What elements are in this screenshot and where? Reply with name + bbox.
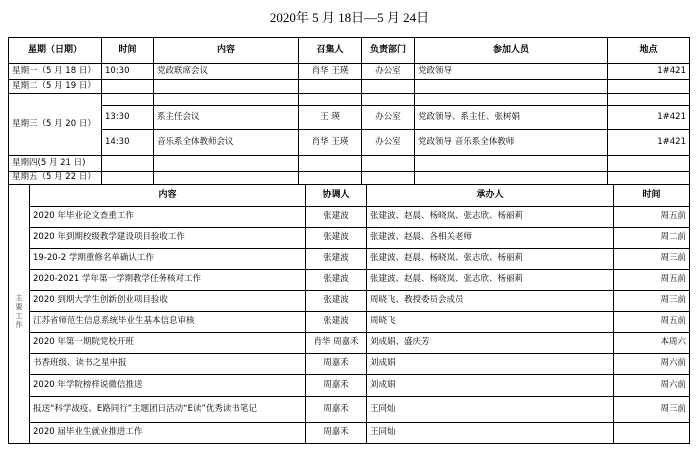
meeting-convener: 王 瑛 (299, 106, 362, 130)
table-row (9, 207, 690, 228)
work-content: 报送“科学战疫、E路同行”主题团日活动“E读”优秀读书笔记 (30, 397, 306, 423)
header-department: 负责部门 (362, 38, 415, 64)
work-content: 2020 到期大学生创新创业项目验收 (30, 291, 306, 312)
table-row (9, 397, 690, 423)
work-deadline (614, 423, 690, 444)
table-row (9, 106, 690, 130)
table-row (9, 270, 690, 291)
work-handler: 张建波、赵晨、杨晓岚、张志欣、杨丽莉 (367, 249, 614, 270)
meeting-convener: 肖华 王瑛 (299, 64, 362, 80)
work-deadline: 周六前 (614, 354, 690, 375)
meeting-participants: 党政领导 (415, 64, 608, 80)
table-row (9, 423, 690, 444)
work-header-row (9, 185, 690, 207)
work-coordinator: 周嘉禾 (306, 397, 367, 423)
work-deadline: 周三前 (614, 249, 690, 270)
table-row (9, 375, 690, 397)
work-coordinator: 周嘉禾 (306, 354, 367, 375)
work-content: 书香班级、读书之星申报 (30, 354, 306, 375)
meetings-table (8, 37, 690, 185)
work-handler: 张建波、赵晨、杨晓岚、张志欣、杨丽莉 (367, 207, 614, 228)
header-handler: 承办人 (367, 185, 614, 207)
header-time: 时间 (102, 38, 154, 64)
work-coordinator: 张建波 (306, 291, 367, 312)
work-coordinator: 张建波 (306, 312, 367, 333)
work-deadline: 周五前 (614, 312, 690, 333)
work-deadline: 周三前 (614, 397, 690, 423)
work-deadline: 周五前 (614, 207, 690, 228)
meeting-convener: 肖华 王瑛 (299, 130, 362, 156)
work-handler: 周晓飞、教授委员会成员 (367, 291, 614, 312)
header-location: 地点 (608, 38, 690, 64)
day-label: 星期三（5 月 20 日） (9, 94, 102, 156)
table-row (9, 354, 690, 375)
header-work-content: 内容 (30, 185, 306, 207)
day-label: 星期二（5 月 19 日） (9, 80, 102, 94)
work-handler: 张建波、赵晨、各相关老师 (367, 228, 614, 249)
meeting-time: 13:30 (102, 106, 154, 130)
table-row (9, 156, 690, 172)
table-row (9, 249, 690, 270)
work-handler: 刘成娟 (367, 354, 614, 375)
header-participants: 参加人员 (415, 38, 608, 64)
day-label: 星期四(5 月 21 日) (9, 156, 102, 172)
meeting-location: 1#421 (608, 64, 690, 80)
work-content: 2020 届毕业生就业推进工作 (30, 423, 306, 444)
work-handler: 周晓飞 (367, 312, 614, 333)
meetings-header-row (9, 38, 690, 64)
table-row (9, 94, 690, 106)
meeting-time: 10:30 (102, 64, 154, 80)
work-content: 2020 年学院榜样说微信推送 (30, 375, 306, 397)
work-deadline: 本周六 (614, 333, 690, 354)
work-coordinator: 张建波 (306, 228, 367, 249)
header-deadline: 时间 (614, 185, 690, 207)
work-handler: 张建波、赵晨、杨晓岚、张志欣、杨丽莉 (367, 270, 614, 291)
work-handler: 王同灿 (367, 397, 614, 423)
work-content: 2020 年第一期院党校开班 (30, 333, 306, 354)
work-coordinator: 张建波 (306, 270, 367, 291)
meeting-time: 14:30 (102, 130, 154, 156)
work-content: 江苏省师范生信息系统毕业生基本信息审核 (30, 312, 306, 333)
header-coordinator: 协调人 (306, 185, 367, 207)
table-row (9, 228, 690, 249)
meeting-department: 办公室 (362, 64, 415, 80)
table-row (9, 130, 690, 156)
work-coordinator: 张建波 (306, 249, 367, 270)
work-content: 19-20-2 学期重修名单确认工作 (30, 249, 306, 270)
work-coordinator: 张建波 (306, 207, 367, 228)
meeting-content: 音乐系全体教师会议 (154, 130, 299, 156)
work-deadline: 周五前 (614, 270, 690, 291)
work-content: 2020 年毕业论文查重工作 (30, 207, 306, 228)
work-content: 2020-2021 学年第一学期教学任务核对工作 (30, 270, 306, 291)
meeting-department: 办公室 (362, 130, 415, 156)
header-content: 内容 (154, 38, 299, 64)
header-weekday: 星期（日期） (9, 38, 102, 64)
table-row (9, 64, 690, 80)
table-row (9, 80, 690, 94)
work-coordinator: 周嘉禾 (306, 375, 367, 397)
meeting-participants: 党政领导、系主任、张树娟 (415, 106, 608, 130)
work-coordinator: 肖华 周嘉禾 (306, 333, 367, 354)
section-label: 主要工作 (9, 185, 30, 444)
table-row (9, 333, 690, 354)
work-handler: 刘成娟 (367, 375, 614, 397)
work-deadline: 周二前 (614, 228, 690, 249)
meeting-location: 1#421 (608, 130, 690, 156)
work-content: 2020 年到期校级教学建设项目验收工作 (30, 228, 306, 249)
page-title: 2020年 5 月 18日—5 月 24日 (269, 10, 430, 25)
work-coordinator: 周嘉禾 (306, 423, 367, 444)
work-deadline: 周三前 (614, 291, 690, 312)
work-table (8, 184, 690, 444)
meeting-content: 党政联席会议 (154, 64, 299, 80)
meeting-participants: 党政领导 音乐系全体教师 (415, 130, 608, 156)
meeting-department: 办公室 (362, 106, 415, 130)
meeting-location: 1#421 (608, 106, 690, 130)
header-convener: 召集人 (299, 38, 362, 64)
table-row (9, 312, 690, 333)
table-row (9, 291, 690, 312)
day-label: 星期一（5 月 18 日） (9, 64, 102, 80)
table-row (9, 172, 690, 185)
meeting-content: 系主任会议 (154, 106, 299, 130)
work-handler: 王同灿 (367, 423, 614, 444)
day-label: 星期五（5 月 22 日） (9, 172, 102, 185)
work-handler: 刘成娟、盛庆芳 (367, 333, 614, 354)
work-deadline: 周六前 (614, 375, 690, 397)
